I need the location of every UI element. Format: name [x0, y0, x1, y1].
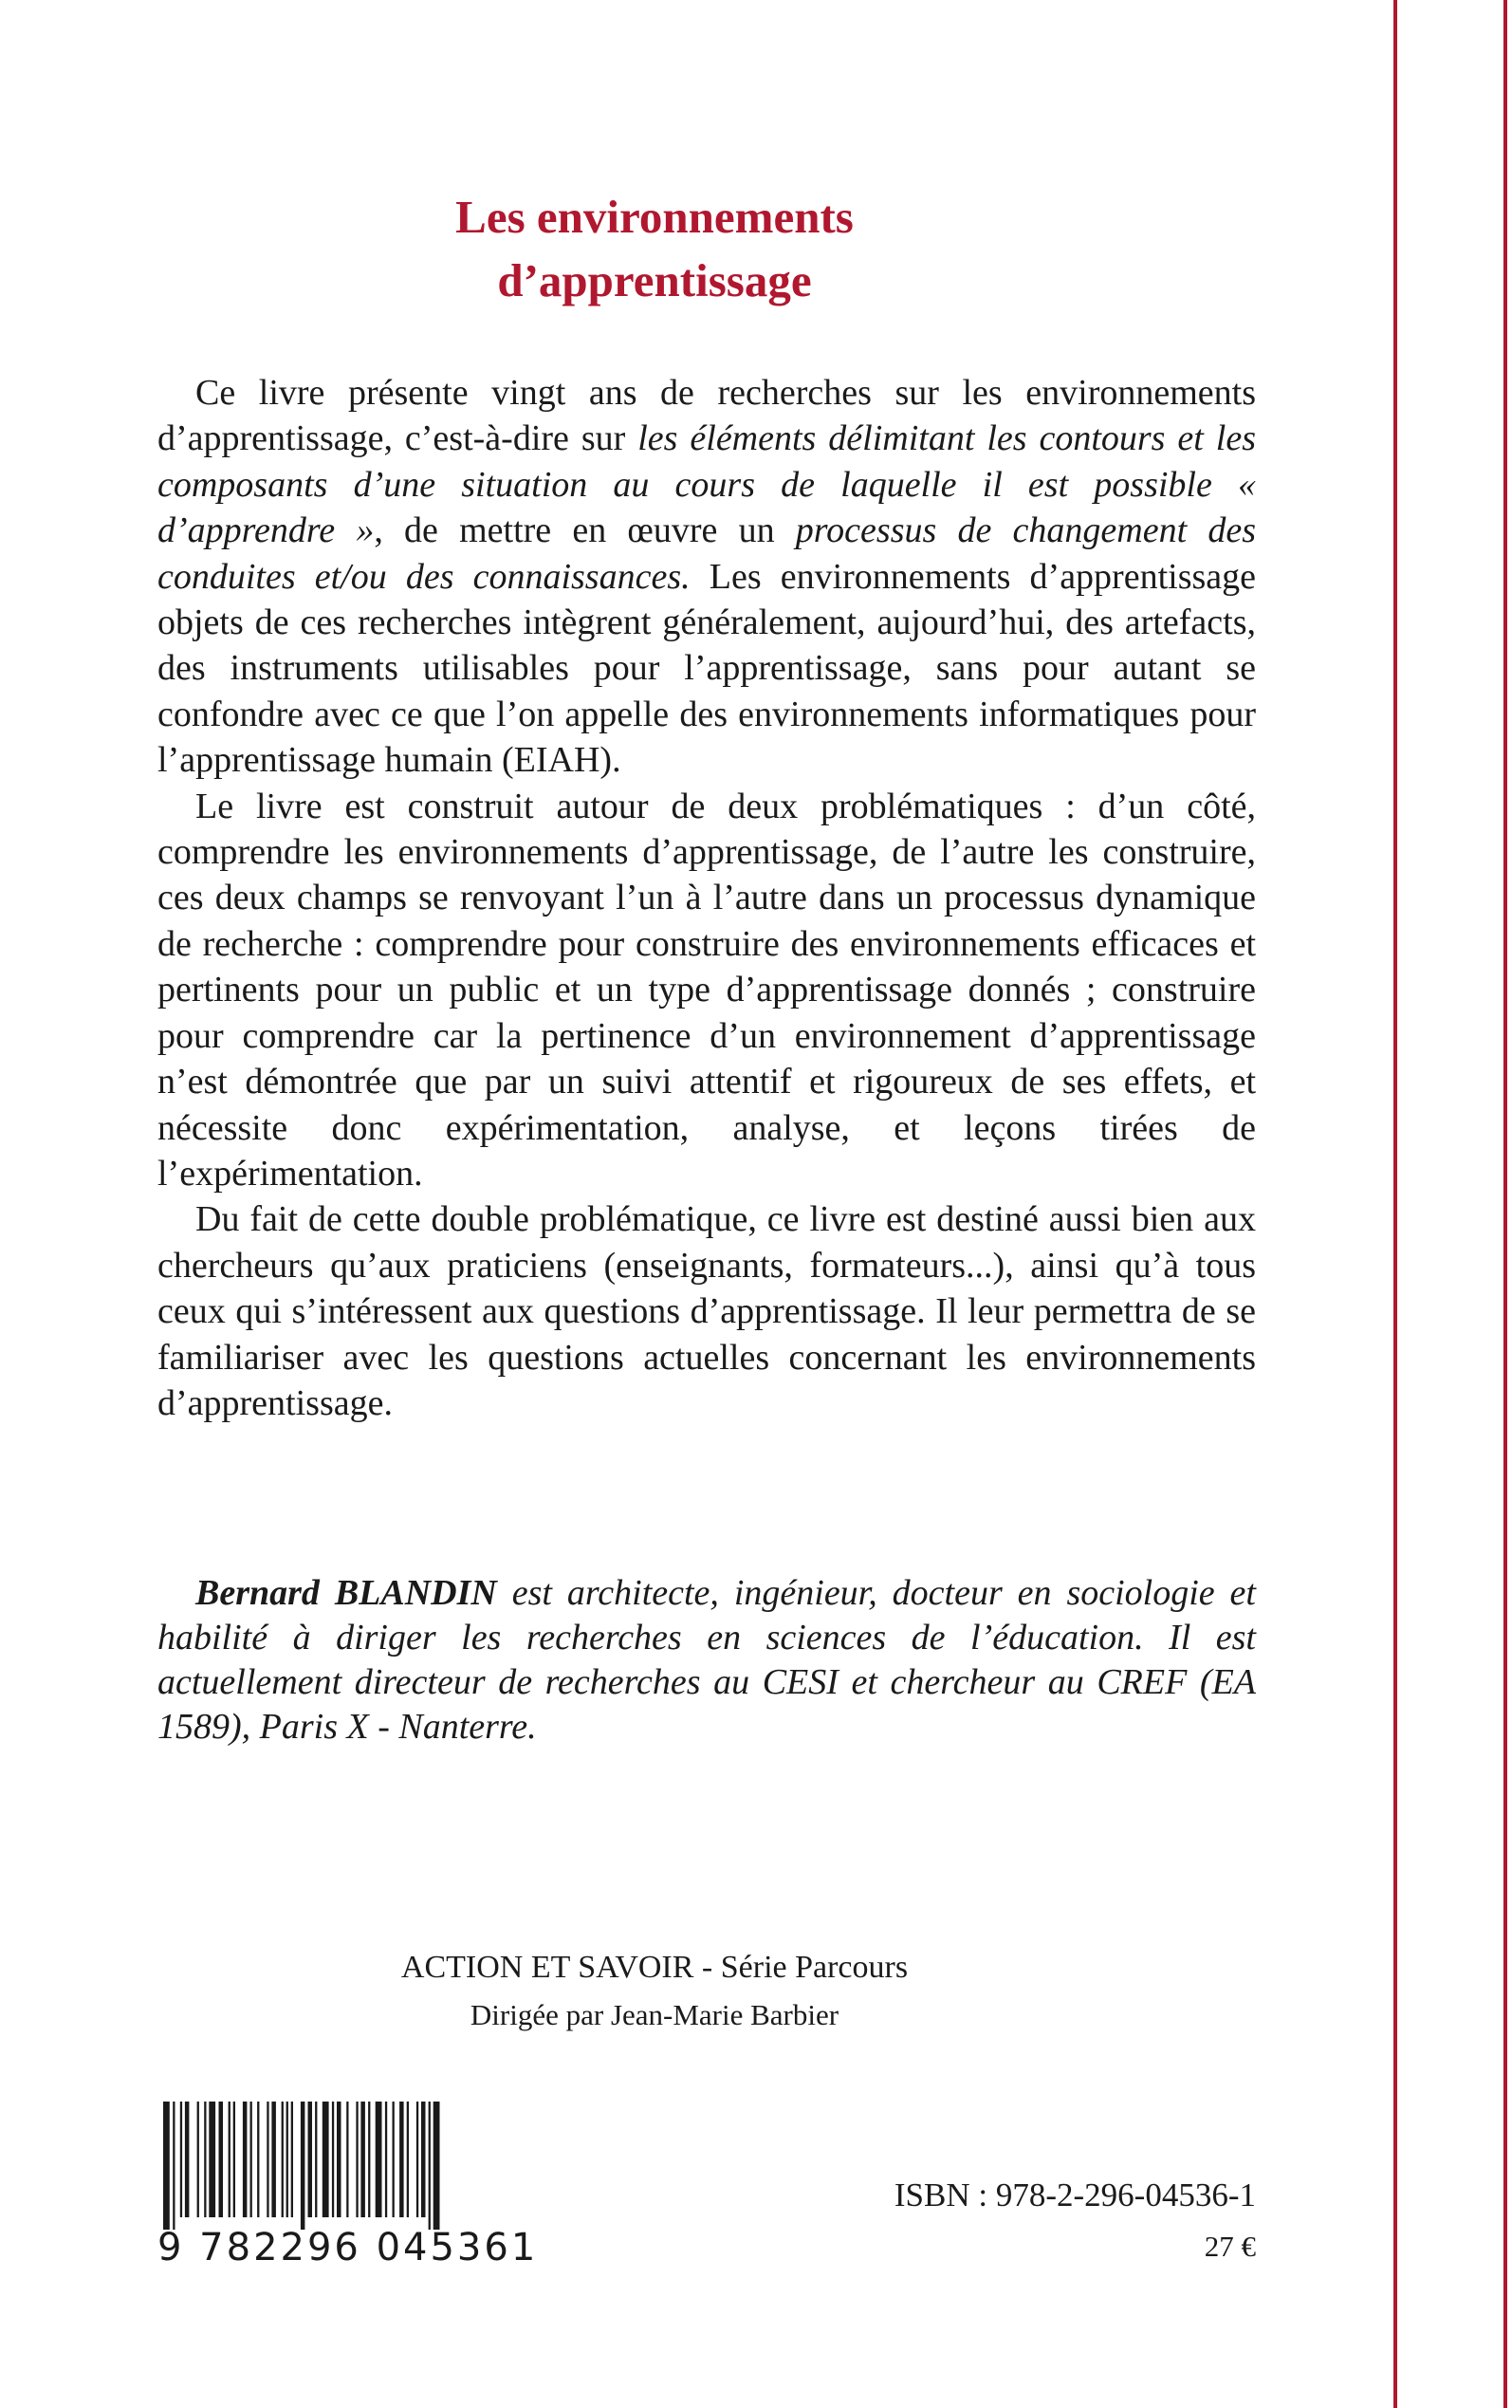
- barcode-bar: [291, 2102, 293, 2217]
- cover-edge-line-left: [1393, 0, 1397, 2408]
- barcode-bar: [219, 2102, 224, 2217]
- barcode-bar: [204, 2102, 206, 2217]
- author-name: Bernard BLANDIN: [195, 1573, 497, 1613]
- barcode-bar: [257, 2102, 259, 2217]
- barcode-bar: [393, 2102, 395, 2217]
- barcode-bar: [233, 2102, 235, 2217]
- barcode-bar: [163, 2102, 170, 2230]
- barcode-bar: [173, 2102, 175, 2230]
- barcode-bars: [157, 2102, 537, 2230]
- barcode-bar: [308, 2102, 313, 2217]
- blurb-run: Le livre est construit autour de deux problématiques : d’un côté, comprendre les environnements d’apprentissage, de l’autre les construire, ces deux champs se renvoyant l’un à l’autre dans un processus dynamique de recherche : comprendre pour construire des environnements efficaces et pertinents pour un public et un type d’apprentissage donnés ; construire pour comprendre car la pertinence d’un environnement d’apprentissage n’est démontrée que par un suivi attentif et rigoureux de ses effets, et nécessite donc expérimentation, analyse, et leçons tirées de l’expérimentation.: [157, 786, 1256, 1194]
- barcode-bar: [267, 2102, 268, 2217]
- barcode-bar: [337, 2102, 341, 2217]
- barcode-bar: [399, 2102, 404, 2217]
- barcode-bar: [271, 2102, 276, 2217]
- barcode-bar: [282, 2102, 284, 2217]
- barcode-bar: [385, 2102, 387, 2217]
- book-title-line-2: d’apprentissage: [497, 253, 812, 306]
- barcode-bar: [346, 2102, 348, 2217]
- barcode-bar: [421, 2102, 426, 2217]
- blurb-run: , de mettre en œuvre un: [374, 510, 796, 551]
- price: 27 €: [1204, 2230, 1256, 2263]
- barcode-bar: [407, 2102, 409, 2217]
- blurb-run: Les environnements d’apprentissage objets de ces recherches intègrent généralement, aujourd’hui, des artefacts, des instruments utilisables pour l’apprentissage, sans pour autant se confondre avec ce que l’on appelle des environnements informatiques pour l’apprentissage humain (EIAH).: [157, 556, 1256, 781]
- barcode-bar: [197, 2102, 199, 2217]
- barcode-bar: [243, 2102, 248, 2217]
- barcode-bar: [323, 2102, 329, 2217]
- series-editor: Dirigée par Jean-Marie Barbier: [470, 1998, 839, 2031]
- book-title: [0, 185, 1309, 312]
- isbn: ISBN : 978-2-296-04536-1: [894, 2176, 1256, 2214]
- series-name: ACTION ET SAVOIR - Série Parcours: [400, 1950, 909, 1985]
- blurb-run: Ce livre présente vingt ans de recherches sur les environnements d’apprentissage, c’est-à-dire sur: [157, 373, 1256, 459]
- blurb-italic-run: les éléments délimitant les contours et les composants d’une situation au cours de laquelle il est possible « d’apprendre »: [157, 418, 1256, 551]
- barcode-bar: [368, 2102, 370, 2217]
- barcode-bar: [429, 2102, 431, 2230]
- barcode-bar: [315, 2102, 317, 2217]
- barcode-bar: [376, 2102, 382, 2217]
- barcode-digits: 9 782296 045361: [157, 2226, 539, 2269]
- barcode-bar: [229, 2102, 230, 2217]
- barcode-bar: [332, 2102, 334, 2217]
- barcode-bar: [286, 2102, 288, 2217]
- author-bio: [157, 1571, 1256, 1750]
- barcode-bar: [416, 2102, 418, 2217]
- barcode-bar: [209, 2102, 215, 2217]
- blurb-run: Du fait de cette double problématique, ce livre est destiné aussi bien aux chercheurs qu’aux praticiens (enseignants, formateurs...), ainsi qu’à tous ceux qui s’intéressent aux questions d’apprentissage. Il leur permettra de se familiariser avec les questions actuelles concernant les environnements d’apprentissage.: [157, 1199, 1256, 1423]
- barcode-bar: [433, 2102, 440, 2230]
- barcode-bar: [301, 2102, 305, 2230]
- cover-edge-line-right: [1503, 0, 1507, 2408]
- barcode-bar: [360, 2102, 365, 2217]
- author-bio-text: est architecte, ingénieur, docteur en sociologie et habilité à diriger les recherches en sciences de l’éducation. Il est actuellement directeur de recherches au CESI et chercheur au CREF (EA 1589), Paris X - Nanterre.: [157, 1573, 1256, 1747]
- book-title-line-1: Les environnements: [455, 190, 854, 243]
- blurb: [157, 370, 1256, 1426]
- blurb-paragraph: [157, 784, 1256, 1197]
- barcode-bar: [180, 2102, 182, 2217]
- barcode-bar: [185, 2102, 190, 2217]
- blurb-paragraph: [157, 370, 1256, 784]
- barcode-bar: [356, 2102, 358, 2217]
- barcode-bar: [250, 2102, 252, 2217]
- blurb-paragraph: [157, 1196, 1256, 1426]
- blurb-italic-run: processus de changement des conduites et/ou des connaissances.: [157, 510, 1256, 597]
